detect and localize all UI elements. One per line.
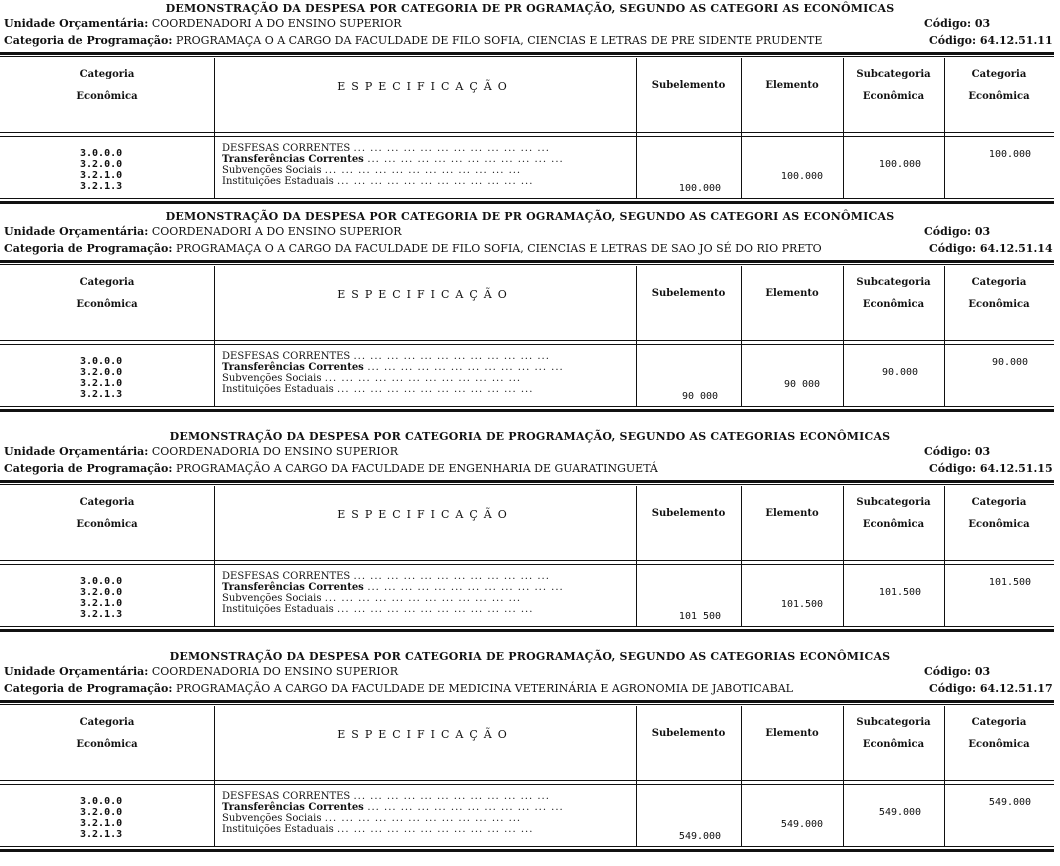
leader-dots: ... ... ... ... ... ... ... ... ... ... ... ...	[353, 791, 550, 802]
category-code: 3.0.0.0	[80, 356, 123, 367]
header-categoria	[0, 64, 214, 108]
subcategoria-value: 90.000	[881, 367, 919, 378]
spec-row	[222, 802, 632, 813]
categoria-code: Código: 64.12.51.17	[929, 682, 1053, 695]
unidade-label: Unidade Orçamentária:	[4, 17, 149, 30]
categoria-value: PROGRAMAÇA O A CARGO DA FACULDADE DE FILO SOFIA, CIENCIAS E LETRAS DE SAO JO SÉ DO RIO PRETO	[175, 242, 822, 255]
header-text: Econômica	[968, 519, 1030, 530]
category-code: 3.2.1.3	[80, 389, 123, 400]
spec-row	[222, 351, 632, 362]
categoria-code: Código: 64.12.51.11	[929, 34, 1053, 47]
spec-label: Transferências Correntes	[222, 582, 368, 593]
spec-label: Subvenções Sociais	[222, 165, 325, 176]
leader-dots: ... ... ... ... ... ... ... ... ... ... ... ...	[336, 604, 534, 615]
leader-dots: ... ... ... ... ... ... ... ... ... ... ... ...	[367, 362, 564, 373]
spec-row	[222, 373, 632, 384]
subcategoria-value: 549.000	[878, 807, 922, 818]
header-subcategoria	[843, 272, 944, 316]
header-text: Categoria	[971, 717, 1027, 728]
header-text: Categoria	[79, 717, 135, 728]
header-subcategoria	[843, 492, 944, 536]
spec-row	[222, 165, 632, 176]
leader-dots: ... ... ... ... ... ... ... ... ... ... ... ...	[353, 351, 550, 362]
leader-dots: ... ... ... ... ... ... ... ... ... ... ... ...	[336, 176, 534, 187]
category-code: 3.2.0.0	[80, 159, 123, 170]
header-text: Econômica	[76, 299, 138, 310]
unidade-value: COORDENADORI A DO ENSINO SUPERIOR	[151, 225, 402, 238]
spec-row	[222, 813, 632, 824]
categoria-value: PROGRAMAÇA O A CARGO DA FACULDADE DE FILO SOFIA, CIENCIAS E LETRAS DE PRE SIDENTE PRUDENTE	[175, 34, 823, 47]
categoria-line	[4, 242, 1052, 258]
header-categoria	[0, 272, 214, 316]
unidade-line	[4, 225, 1052, 241]
unidade-code: Código: 03	[924, 445, 991, 458]
unidade-code: Código: 03	[924, 225, 991, 238]
header-text: Econômica	[862, 519, 925, 530]
spec-label: DESFESAS CORRENTES	[222, 571, 354, 582]
spec-label: Instituições Estaduais	[222, 176, 337, 187]
spec-row	[222, 791, 632, 802]
code-column	[80, 148, 140, 192]
spec-row	[222, 571, 632, 582]
subelemento-value: 549.000	[678, 831, 722, 842]
header-text: Categoria	[79, 497, 135, 508]
header-text: Econômica	[76, 91, 138, 102]
header-text: Categoria	[79, 69, 135, 80]
spec-label: Instituições Estaduais	[222, 604, 337, 615]
spec-label: Subvenções Sociais	[222, 813, 325, 824]
category-code: 3.2.1.3	[80, 829, 123, 840]
subelemento-value: 100.000	[678, 183, 722, 194]
category-code: 3.2.0.0	[80, 807, 123, 818]
category-code: 3.2.1.0	[80, 378, 123, 389]
header-text: Subcategoria	[856, 277, 931, 288]
header-subcategoria	[843, 712, 944, 756]
unidade-line	[4, 17, 1052, 33]
category-code: 3.2.1.3	[80, 181, 123, 192]
header-text: Subelemento	[651, 508, 726, 519]
elemento-value: 100.000	[780, 171, 824, 182]
leader-dots: ... ... ... ... ... ... ... ... ... ... ... ...	[336, 384, 534, 395]
category-code: 3.0.0.0	[80, 576, 123, 587]
leader-dots: ... ... ... ... ... ... ... ... ... ... ... ...	[367, 802, 564, 813]
unidade-line	[4, 445, 1052, 461]
elemento-value: 101.500	[780, 599, 824, 610]
header-text: Subelemento	[651, 728, 726, 739]
header-subcategoria	[843, 64, 944, 108]
unidade-value: COORDENADORIA DO ENSINO SUPERIOR	[151, 665, 399, 678]
spec-row	[222, 582, 632, 593]
category-code: 3.2.1.0	[80, 818, 123, 829]
categoria-label: Categoria de Programação:	[4, 682, 173, 695]
header-text: Econômica	[76, 519, 138, 530]
unidade-line	[4, 665, 1052, 681]
header-text: Elemento	[765, 288, 819, 299]
spec-label: DESFESAS CORRENTES	[222, 351, 354, 362]
category-code: 3.0.0.0	[80, 796, 123, 807]
leader-dots: ... ... ... ... ... ... ... ... ... ... ... ...	[336, 824, 534, 835]
unidade-label: Unidade Orçamentária:	[4, 445, 149, 458]
header-text: Econômica	[862, 299, 925, 310]
spec-row	[222, 143, 632, 154]
header-text: Categoria	[971, 69, 1027, 80]
header-text: Elemento	[765, 508, 819, 519]
header-categoria-2	[944, 64, 1054, 108]
spec-column	[222, 351, 632, 395]
spec-row	[222, 824, 632, 835]
spec-row	[222, 362, 632, 373]
header-text: Categoria	[971, 277, 1027, 288]
subelemento-value: 101 500	[678, 611, 722, 622]
categoria-econ-value: 101.500	[988, 577, 1032, 588]
header-text: ESPECIFICAÇÃO	[337, 288, 513, 301]
spec-row	[222, 176, 632, 187]
spec-column	[222, 143, 632, 187]
header-text: Elemento	[765, 728, 819, 739]
header-text: Econômica	[968, 91, 1030, 102]
spec-label: Instituições Estaduais	[222, 384, 337, 395]
spec-label: Subvenções Sociais	[222, 373, 325, 384]
header-text: Econômica	[76, 739, 138, 750]
category-code: 3.2.1.3	[80, 609, 123, 620]
categoria-label: Categoria de Programação:	[4, 462, 173, 475]
spec-label: Transferências Correntes	[222, 154, 368, 165]
subcategoria-value: 100.000	[878, 159, 922, 170]
header-text: Elemento	[765, 80, 819, 91]
spec-label: Instituições Estaduais	[222, 824, 337, 835]
leader-dots: ... ... ... ... ... ... ... ... ... ... ... ...	[367, 154, 564, 165]
unidade-value: COORDENADORI A DO ENSINO SUPERIOR	[151, 17, 402, 30]
section-title: DEMONSTRAÇÃO DA DESPESA POR CATEGORIA DE PR OGRAMAÇÃO, SEGUNDO AS CATEGORI AS ECONÔMICAS	[165, 210, 895, 223]
section-title: DEMONSTRAÇÃO DA DESPESA POR CATEGORIA DE PROGRAMAÇÃO, SEGUNDO AS CATEGORIAS ECONÔMICAS	[169, 650, 891, 663]
categoria-code: Código: 64.12.51.15	[929, 462, 1053, 475]
categoria-line	[4, 34, 1052, 50]
header-text: Categoria	[79, 277, 135, 288]
section-title: DEMONSTRAÇÃO DA DESPESA POR CATEGORIA DE PROGRAMAÇÃO, SEGUNDO AS CATEGORIAS ECONÔMICAS	[169, 430, 891, 443]
unidade-label: Unidade Orçamentária:	[4, 665, 149, 678]
header-text: Subcategoria	[856, 497, 931, 508]
category-code: 3.2.1.0	[80, 170, 123, 181]
subelemento-value: 90 000	[681, 391, 719, 402]
code-column	[80, 356, 140, 400]
leader-dots: ... ... ... ... ... ... ... ... ... ... ... ...	[324, 593, 522, 604]
header-text: Econômica	[862, 739, 925, 750]
header-categoria-2	[944, 272, 1054, 316]
category-code: 3.2.0.0	[80, 367, 123, 378]
header-categoria	[0, 492, 214, 536]
code-column	[80, 796, 140, 840]
spec-column	[222, 571, 632, 615]
spec-column	[222, 791, 632, 835]
categoria-line	[4, 462, 1052, 478]
header-text: ESPECIFICAÇÃO	[337, 80, 513, 93]
section-title: DEMONSTRAÇÃO DA DESPESA POR CATEGORIA DE PR OGRAMAÇÃO, SEGUNDO AS CATEGORI AS ECONÔMICAS	[165, 2, 895, 15]
categoria-econ-value: 100.000	[988, 149, 1032, 160]
categoria-label: Categoria de Programação:	[4, 242, 173, 255]
categoria-econ-value: 90.000	[991, 357, 1029, 368]
spec-row	[222, 384, 632, 395]
category-code: 3.0.0.0	[80, 148, 123, 159]
categoria-value: PROGRAMAÇÃO A CARGO DA FACULDADE DE ENGENHARIA DE GUARATINGUETÁ	[175, 462, 658, 475]
header-text: Econômica	[968, 299, 1030, 310]
leader-dots: ... ... ... ... ... ... ... ... ... ... ... ...	[324, 165, 522, 176]
spec-label: DESFESAS CORRENTES	[222, 143, 354, 154]
spec-label: Transferências Correntes	[222, 362, 368, 373]
unidade-code: Código: 03	[924, 665, 991, 678]
header-text: Categoria	[971, 497, 1027, 508]
leader-dots: ... ... ... ... ... ... ... ... ... ... ... ...	[324, 373, 522, 384]
header-text: Subcategoria	[856, 717, 931, 728]
leader-dots: ... ... ... ... ... ... ... ... ... ... ... ...	[367, 582, 564, 593]
categoria-label: Categoria de Programação:	[4, 34, 173, 47]
header-categoria	[0, 712, 214, 756]
elemento-value: 549.000	[780, 819, 824, 830]
subcategoria-value: 101.500	[878, 587, 922, 598]
spec-label: DESFESAS CORRENTES	[222, 791, 354, 802]
spec-row	[222, 604, 632, 615]
unidade-code: Código: 03	[924, 17, 991, 30]
code-column	[80, 576, 140, 620]
leader-dots: ... ... ... ... ... ... ... ... ... ... ... ...	[324, 813, 522, 824]
spec-row	[222, 593, 632, 604]
header-text: Subelemento	[651, 80, 726, 91]
spec-row	[222, 154, 632, 165]
unidade-value: COORDENADORIA DO ENSINO SUPERIOR	[151, 445, 399, 458]
header-text: Econômica	[968, 739, 1030, 750]
leader-dots: ... ... ... ... ... ... ... ... ... ... ... ...	[353, 571, 550, 582]
leader-dots: ... ... ... ... ... ... ... ... ... ... ... ...	[353, 143, 550, 154]
unidade-label: Unidade Orçamentária:	[4, 225, 149, 238]
categoria-value: PROGRAMAÇÃO A CARGO DA FACULDADE DE MEDICINA VETERINÁRIA E AGRONOMIA DE JABOTICABAL	[175, 682, 793, 695]
categoria-code: Código: 64.12.51.14	[929, 242, 1053, 255]
elemento-value: 90 000	[783, 379, 821, 390]
header-categoria-2	[944, 492, 1054, 536]
header-text: Subcategoria	[856, 69, 931, 80]
header-categoria-2	[944, 712, 1054, 756]
header-text: Econômica	[862, 91, 925, 102]
header-text: ESPECIFICAÇÃO	[337, 508, 513, 521]
spec-label: Subvenções Sociais	[222, 593, 325, 604]
header-text: ESPECIFICAÇÃO	[337, 728, 513, 741]
header-text: Subelemento	[651, 288, 726, 299]
categoria-econ-value: 549.000	[988, 797, 1032, 808]
category-code: 3.2.1.0	[80, 598, 123, 609]
spec-label: Transferências Correntes	[222, 802, 368, 813]
category-code: 3.2.0.0	[80, 587, 123, 598]
categoria-line	[4, 682, 1052, 698]
